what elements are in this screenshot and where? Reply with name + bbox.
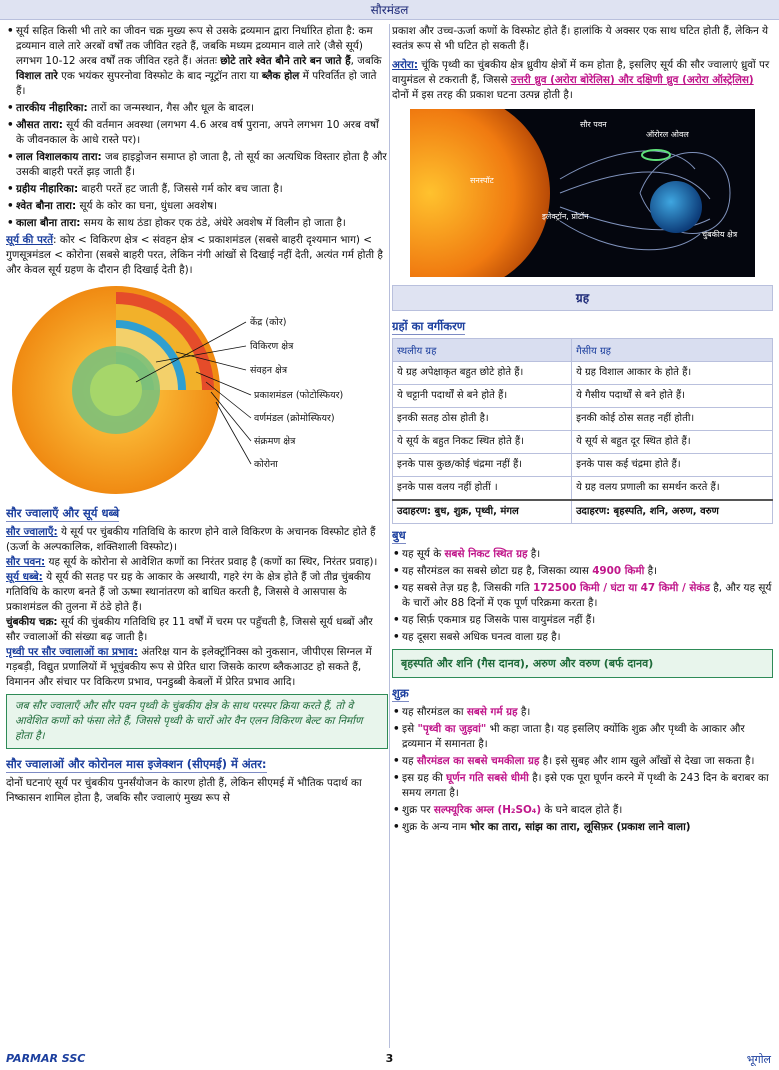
sun-earth-image [410,109,755,277]
label-core: केंद्र (कोर) [250,317,287,328]
page-header [0,0,779,20]
table-row: इनकी सतह ठोस होती है। इनकी कोई ठोस सतह नहीं होती। [393,408,773,431]
intro-paragraph: • सूर्य सहित किसी भी तारे का जीवन चक्र मुख्य रूप से उसके द्रव्यमान द्वारा निर्धारित होता है: कम द्रव्यमान वाले तारे अरबों वर्षों तक जीवित रहते हैं, जबकि मध्यम द्रव्यमान वाले तारे (जैसे सूर्य) लगभग 10-12 अरब वर्षों तक जीवित रहते हैं। अंततः छोटे तारे श्वेत बौने तारे बन जाते हैं, जबकि विशाल तारे एक भयंकर सुपरनोवा विस्फोट के बाद न्यूट्रॉन तारा या ब्लैक होल में परिवर्तित हो जाते हैं। [6,24,388,99]
list-item: • शुक्र के अन्य नाम भोर का तारा, सांझ का तारा, लूसिफ़र (प्रकाश लाने वाला) [392,820,773,835]
right-column [392,24,773,1048]
wind-paragraph: सौर पवन: यह सूर्य के कोरोना से आवेशित कणों का निरंतर प्रवाह है (कणों का स्थिर, निरंतर प्रवाह)। [6,556,378,568]
classification-heading: ग्रहों का वर्गीकरण [392,319,466,333]
page-number: 3 [385,1052,394,1065]
earth-shape [650,181,702,233]
label-transition-region: संक्रमण क्षेत्र [254,436,296,447]
sun-layers-paragraph: सूर्य की परतें: कोर < विकिरण क्षेत्र < संवहन क्षेत्र < प्रकाशमंडल (सबसे बाहरी दृश्यमान भाग) < गुणसूत्रमंडल < कोरोना (सबसे बाहरी परत, लेकिन नंगी आंखों से दिखाई नहीं देती, अत्यंत गर्म होती है और केवल सूर्य ग्रहण के दौरान ही दिखाई देती है)। [6,234,383,276]
list-item: • इस ग्रह की घूर्णन गति सबसे धीमी है। इसे एक पूरा घूर्णन करने में पृथ्वी के 243 दिन के बराबर का समय लगता है। [392,771,773,801]
cme-continued: प्रकाश और उच्च-ऊर्जा कणों के विस्फोट होते हैं। हालांकि ये अक्सर एक साथ घटित होती हैं, लेकिन ये स्वतंत्र रूप से भी घटित हो सकती हैं। [392,25,769,52]
flares-heading: सौर ज्वालाएँ और सूर्य धब्बे [6,506,120,520]
column-divider [389,24,390,1048]
cme-heading: सौर ज्वालाओं और कोरोनल मास इजेक्शन (सीएमई) में अंतर: [6,757,267,771]
label-corona: कोरोना [254,459,278,470]
label-magnetic-field: चुंबकीय क्षेत्र [702,230,738,239]
mercury-heading: बुध [392,528,406,542]
stage-item: • लाल विशालकाय तारा: जब हाइड्रोजन समाप्त हो जाता है, तो सूर्य का अत्यधिक विस्तार होता है और उसकी बाहरी परतें झड़ जाती हैं। [6,150,388,180]
page-header-title: सौरमंडल [370,3,409,17]
list-item: • यह सबसे तेज़ ग्रह है, जिसकी गति 172500 किमी / घंटा या 47 किमी / सेकंड है, और यह सूर्य के चारों ओर 88 दिनों में एक पूर्ण परिक्रमा करता है। [392,581,773,611]
mercury-list [392,547,773,645]
left-column [6,24,388,1048]
stage-item: • ग्रहीय नीहारिका: बाहरी परतें हट जाती हैं, जिससे गर्म कोर बच जाता है। [6,182,388,197]
aurora-paragraph: अरोरा: चूंकि पृथ्वी का चुंबकीय क्षेत्र ध्रुवीय क्षेत्रों में कम होता है, इसलिए सूर्य की सौर ज्वालाएं ध्रुवों पर वायुमंडल से टकराती हैं, जिससे उत्तरी ध्रुव (अरोरा बोरेलिस) और दक्षिणी ध्रुव (अरोरा ऑस्ट्रेलिस) दोनों में इस तरह की प्रकाश घटना उत्पन्न होती है। [392,59,770,101]
stage-item: • औसत तारा: सूर्य की वर्तमान अवस्था (लगभग 4.6 अरब वर्ष पुराना, अपने लगभग 10 अरब वर्षों के जीवनकाल के आधे रास्ते पर)। [6,118,388,148]
list-item: • इसे "पृथ्वी का जुड़वां" भी कहा जाता है। यह इसलिए क्योंकि शुक्र और पृथ्वी के आकार और द्रव्यमान में समानता है। [392,722,773,752]
effect-paragraph: पृथ्वी पर सौर ज्वालाओं का प्रभाव: अंतरिक्ष यान के इलेक्ट्रॉनिक्स को नुकसान, जीपीएस सिग्नल में गड़बड़ी, विद्युत प्रणालियों में भूचुंबकीय रूप से प्रेरित धारा जिसके कारण ब्लैकआउट हो सकते हैं, विमानन और संचार पर विकिरण प्रभाव, पनडुब्बी केबलों में प्रेरित प्रभाव आदि। [6,646,372,688]
table-row: ये ग्रह अपेक्षाकृत बहुत छोटे होते हैं। ये ग्रह विशाल आकार के होते हैं। [393,362,773,385]
footer-subject: भूगोल [746,1053,771,1066]
table-row: इनके पास कुछ/कोई चंद्रमा नहीं हैं। इनके पास कई चंद्रमा होते हैं। [393,454,773,477]
planets-banner: ग्रह [392,285,773,311]
list-item: • यह सौरमंडल का सबसे गर्म ग्रह है। [392,705,773,720]
cme-paragraph: दोनों घटनाएं सूर्य पर चुंबकीय पुनर्संयोजन के कारण होती हैं, लेकिन सीएमई में भौतिक पदार्थ का निष्कासन शामिल होता है, जबकि सौर ज्वालाएं मुख्य रूप से [6,777,362,804]
table-row: ये चट्टानी पदार्थों से बने होते हैं। ये गैसीय पदार्थों से बने होते हैं। [393,385,773,408]
flare-paragraph: सौर ज्वालाएँ: ये सूर्य पर चुंबकीय गतिविधि के कारण होने वाले विकिरण के अचानक विस्फोट होते हैं (ऊर्जा के अल्पकालिक, शक्तिशाली विस्फोट)। [6,526,376,553]
header-terrestrial: स्थलीय ग्रह [393,339,572,362]
cycle-paragraph: चुंबकीय चक्र: सूर्य की चुंबकीय गतिविधि हर 11 वर्षों में चरम पर पहुँचती है, जिससे सूर्य धब्बों और सौर ज्वालाओं की संख्या बढ़ जाती है। [6,616,373,643]
list-item: • यह सौरमंडल का सबसे छोटा ग्रह है, जिसका व्यास 4900 किमी है। [392,564,773,579]
stage-item: • काला बौना तारा: समय के साथ ठंडा होकर एक ठंडे, अंधेरे अवशेष में विलीन हो जाता है। [6,216,388,231]
label-particles: इलेक्ट्रॉन, प्रोटॉन [542,212,589,221]
list-item: • यह सौरमंडल का सबसे चमकीला ग्रह है। इसे सुबह और शाम खुले आँखों से देखा जा सकता है। [392,754,773,769]
stage-item: • श्वेत बौना तारा: सूर्य के कोर का घना, धुंधला अवशेष। [6,199,388,214]
table-row: इनके पास वलय नहीं होतीं । ये ग्रह वलय प्रणाली का समर्थन करते हैं। [393,477,773,501]
label-chromosphere: वर्णमंडल (क्रोमोस्फियर) [254,413,335,424]
label-radiative-zone: विकिरण क्षेत्र [250,341,294,352]
table-row: ये सूर्य के बहुत निकट स्थित होते हैं। ये सूर्य से बहुत दूर स्थित होते हैं। [393,431,773,454]
life-cycle-list [6,24,388,231]
list-item: • यह सिर्फ़ एकमात्र ग्रह जिसके पास वायुमंडल नहीं हैं। [392,613,773,628]
list-item: • शुक्र पर सल्फ्यूरिक अम्ल (H₂SO₄) के घने बादल होते हैं। [392,803,773,818]
table-header-row [393,339,773,362]
sunspot-paragraph: सूर्य धब्बे: ये सूर्य की सतह पर ग्रह के आकार के अस्थायी, गहरे रंग के क्षेत्र होते हैं जो तीव्र चुंबकीय गतिविधि के कारण बनते हैं जो ऊष्मा स्थानांतरण को बाधित करती है, जिससे वे आसपास के प्रकाशमंडल की तुलना में ठंडे होते हैं। [6,571,371,613]
list-item: • यह सूर्य के सबसे निकट स्थित ग्रह है। [392,547,773,562]
label-photosphere: प्रकाशमंडल (फोटोस्फियर) [254,390,344,401]
van-allen-note-box: जब सौर ज्वालाएँ और सौर पवन पृथ्वी के चुंबकीय क्षेत्र के साथ परस्पर क्रिया करते हैं, तो वे आवेशित कणों को फंसा लेते हैं, जिससे पृथ्वी के चारों ओर वैन एलन विकिरण बेल्ट का निर्माण होता है। [6,694,388,749]
page-footer [0,1052,779,1070]
list-item: • यह दूसरा सबसे अधिक घनत्व वाला ग्रह है। [392,630,773,645]
label-solar-wind: सौर पवन [580,120,607,129]
planet-classification-table [392,338,773,524]
sun-layers-diagram [6,282,388,498]
venus-list [392,705,773,835]
label-sunspot: सनस्पॉट [470,176,494,185]
footer-brand: PARMAR SSC [6,1052,86,1065]
giant-planets-box: बृहस्पति और शनि (गैस दानव), अरुण और वरुण (बर्फ दानव) [392,649,773,678]
venus-heading: शुक्र [392,686,409,700]
sun-shape [410,109,550,277]
sun-layers-illustration [6,282,388,498]
label-auroral-oval: ऑरोरल ओवल [646,130,689,139]
header-gaseous: गैसीय ग्रह [572,339,773,362]
stage-item: • तारकीय नीहारिका: तारों का जन्मस्थान, गैस और धूल के बादल। [6,101,388,116]
label-convection-zone: संवहन क्षेत्र [250,365,288,376]
table-example-row: उदाहरण: बुध, शुक्र, पृथ्वी, मंगल उदाहरण: बृहस्पति, शनि, अरुण, वरुण [393,500,773,524]
